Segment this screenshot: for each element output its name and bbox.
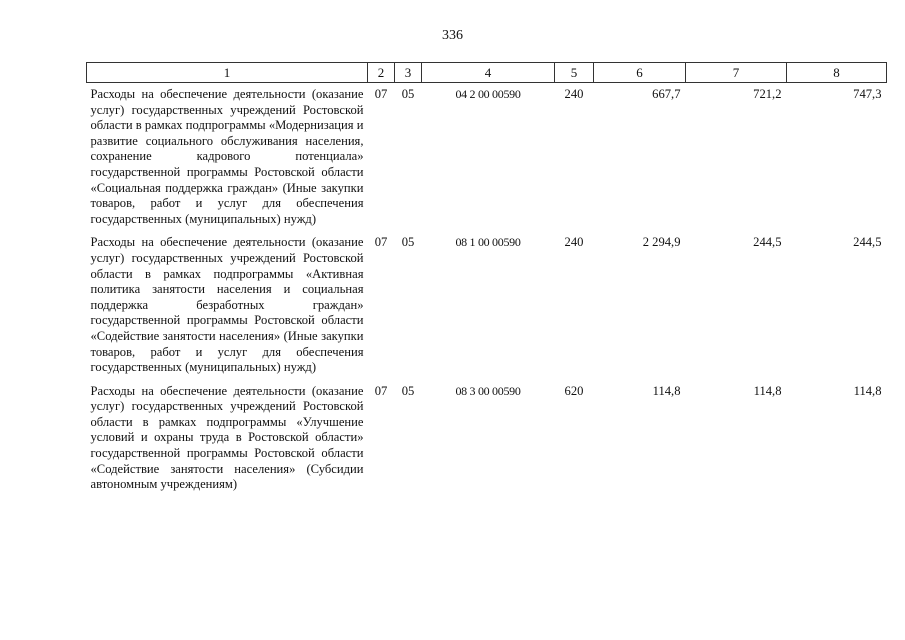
row-year1-amount: 114,8 [652,383,681,398]
table-row [87,380,887,497]
table-header [87,63,887,83]
budget-table [86,62,887,497]
row-description: Расходы на обеспечение деятельности (оказание услуг) государственных учреждений Ростовской области в рамках подпрограммы «Улучшение условий и охраны труда в Ростовской области» государственной программы Ростовской области «Содействие занятости населения» (Субсидии автономным учреждениям) [90,383,364,492]
row-description: Расходы на обеспечение деятельности (оказание услуг) государственных учреждений Ростовской области в рамках подпрограммы «Модернизация и развитие социального обслуживания населения, сохранение кадрового потенциала» государственной программы Ростовской области «Социальная поддержка граждан» (Иные закупки товаров, работ и услуг для обеспечения государственных (муниципальных) нужд) [90,87,364,226]
table-row [87,83,887,232]
header-col-7: 7 [686,63,787,83]
row-expense-type: 620 [564,383,584,398]
row-expense-type: 240 [564,87,584,101]
row-section: 07 [374,235,388,250]
row-year2-amount: 114,8 [753,383,782,398]
row-year3-amount: 114,8 [853,383,882,398]
row-year1-amount: 667,7 [652,87,681,101]
header-col-5: 5 [555,63,594,83]
header-col-6: 6 [594,63,686,83]
row-year2-amount: 721,2 [753,87,782,101]
row-year3-amount: 747,3 [853,87,882,101]
row-description: Расходы на обеспечение деятельности (оказание услуг) государственных учреждений Ростовской области в рамках подпрограммы «Активная политика занятости населения и социальная поддержка безработных граждан» государственной программы Ростовской области «Содействие занятости населения» (Иные закупки товаров, работ и услуг для обеспечения государственных (муниципальных) нужд) [90,235,364,375]
row-year2-amount: 244,5 [753,235,782,250]
header-col-2: 2 [368,63,395,83]
row-target-article: 08 1 00 00590 [455,235,521,250]
row-target-article: 04 2 00 00590 [455,87,521,101]
header-col-1: 1 [87,63,368,83]
header-col-8: 8 [787,63,887,83]
row-target-article: 08 3 00 00590 [455,383,521,398]
table-row [87,231,887,379]
page-number: 336 [442,28,463,43]
row-section: 07 [374,87,388,101]
row-subsection: 05 [401,235,415,250]
row-subsection: 05 [401,383,415,398]
row-year3-amount: 244,5 [853,235,882,250]
header-col-3: 3 [395,63,422,83]
table-body [87,83,887,497]
header-row [87,63,887,83]
header-col-4: 4 [422,63,555,83]
row-year1-amount: 2 294,9 [642,235,681,250]
row-subsection: 05 [401,87,415,101]
row-expense-type: 240 [564,235,584,250]
row-section: 07 [374,383,388,398]
